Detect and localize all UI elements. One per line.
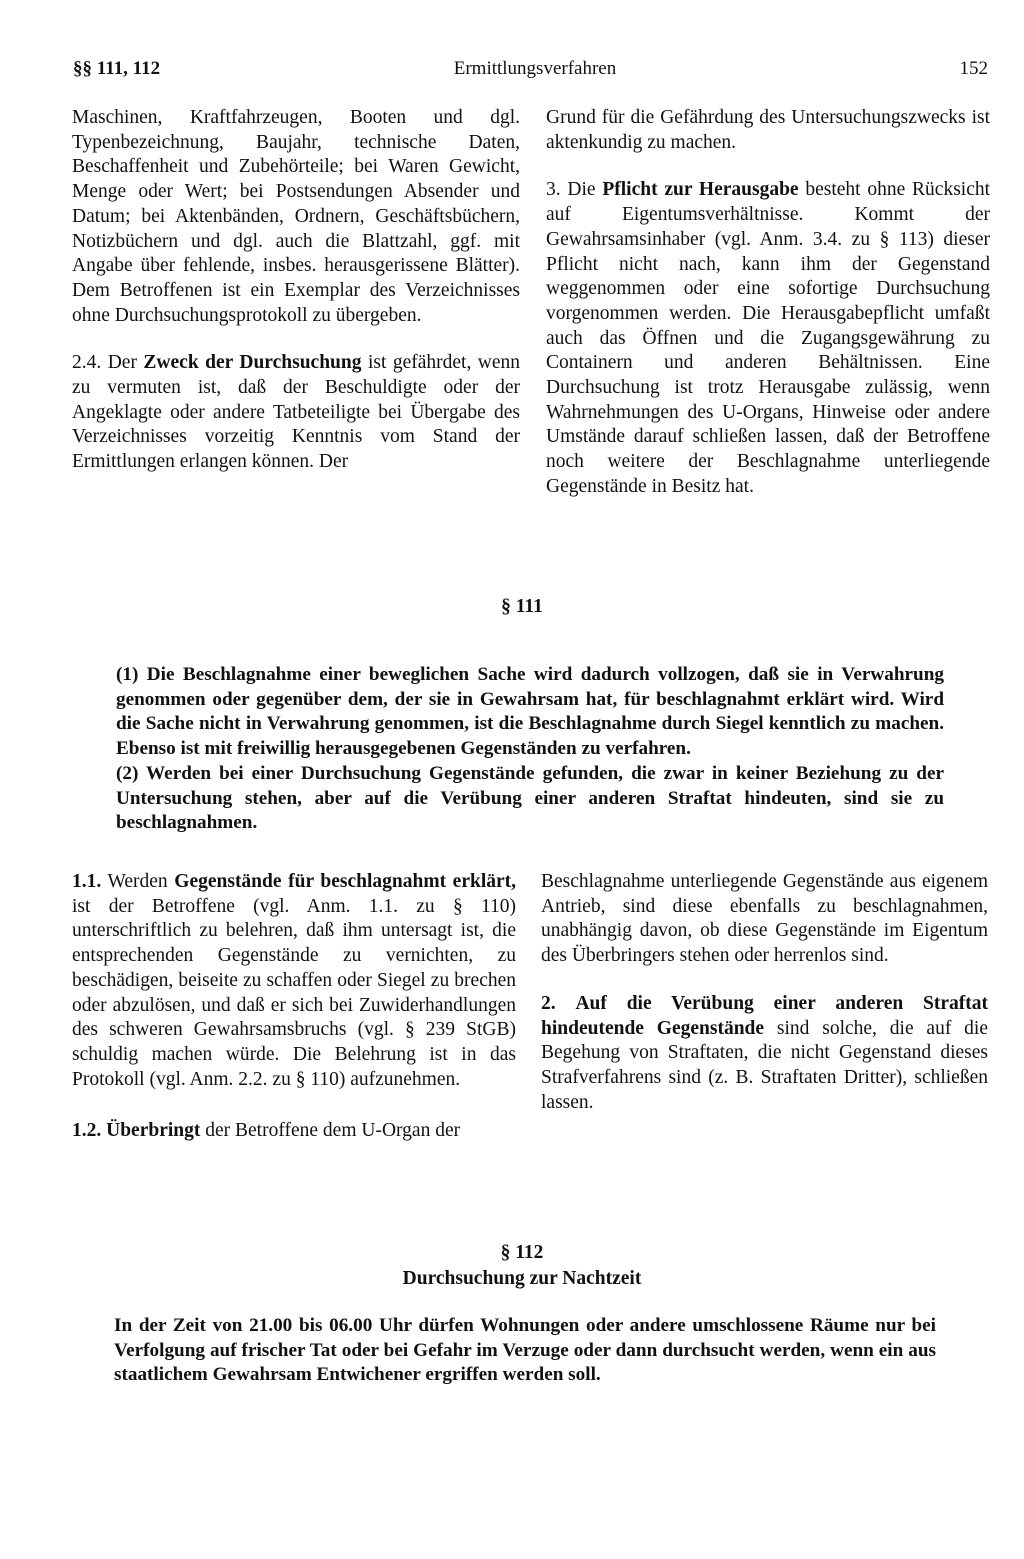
- section-112-heading: § 112: [500, 1242, 544, 1263]
- bold-term: Gegenstände für beschlagnahmt erklärt,: [174, 871, 517, 892]
- paragraph-inventory-continued: Maschinen, Kraftfahrzeugen, Booten und dgl. Typenbezeichnung, Baujahr, technische Daten, Beschaffenheit und Zubehörteile; bei Waren Gewicht, Menge oder Wert; bei Postsendungen Absender und Datum; bei Aktenbänden, Ordnern, Geschäftsbüchern, Notizbüchern und dgl. auch die Blattzahl, ggf. mit Angabe über fehlende, insbes. herausgerissene Blätter). Dem Betroffenen ist ein Exemplar des Verzeichnisses ohne Durchsuchungsprotokoll zu übergeben.: [72, 107, 520, 326]
- right-column-top: [546, 106, 990, 500]
- paragraph-text: der Betroffene dem U-Organ der: [205, 1120, 461, 1142]
- law-paragraph: In der Zeit von 21.00 bis 06.00 Uhr dürfen Wohnungen oder andere umschlossene Räume nur bei Verfolgung auf frischer Tat oder bei Gefahr im Verzuge oder dann durchsucht werden, wenn ein aus staatlichem Gewahrsam Entwichener ergriffen werden soll.: [114, 1315, 936, 1386]
- left-column-bottom: [72, 870, 516, 1144]
- paragraph-text: ist gefährdet, wenn zu vermuten ist, daß der Beschuldigte oder der Angeklagte oder andere Tatbeteiligte bei Übergabe des Verzeichnisses vorzeitig Kenntnis vom Stand der Ermittlungen erlangen können. Der: [72, 352, 521, 473]
- law-paragraph-1: (1) Die Beschlagnahme einer beweglichen Sache wird dadurch vollzogen, daß sie in Verwahrung genommen oder gegenüber dem, der sie in Gewahrsam hat, für beschlagnahmt erklärt wird. Wird die Sache nicht in Verwahrung genommen, ist die Beschlagnahme durch Siegel kenntlich zu machen. Ebenso ist mit freiwillig herausgegebenen Gegenständen zu verfahren.: [116, 664, 944, 760]
- section-111-heading: § 111: [501, 596, 543, 617]
- paragraph-3: [546, 178, 990, 499]
- law-paragraph-2: (2) Werden bei einer Durchsuchung Gegenstände gefunden, die zwar in keiner Beziehung zu der Untersuchung stehen, aber auf die Verübung einer anderen Straftat hindeuten, sind sie zu beschlagnahmen.: [116, 762, 944, 834]
- paragraph-2-4: [72, 351, 520, 475]
- paragraph-text: sind solche, die auf die Begehung von Straftaten, die nicht Gegenstand dieses Strafverfahrens sind (z. B. Straftaten Dritter), schließen lassen.: [541, 1017, 988, 1113]
- page-number: 152: [959, 58, 988, 79]
- paragraph-continued: Beschlagnahme unterliegende Gegenstände aus eigenem Antrieb, sind diese ebenfalls zu beschlagnahmen, unabhängig davon, ob diese Gegenstände im Eigentum des Überbringers stehen oder herrenlos sind.: [541, 871, 988, 967]
- paragraph-number: 2.: [541, 992, 556, 1014]
- paragraph-text: Der: [107, 352, 137, 374]
- paragraph-text: Die: [567, 179, 596, 201]
- bold-term: Auf die Verübung einer anderen Straftat hindeutende Gegenstände: [541, 992, 989, 1039]
- paragraph-1-2: [72, 1119, 516, 1144]
- bold-term: Pflicht zur Herausgabe: [602, 179, 799, 201]
- header-section-ref: §§ 111, 112: [73, 58, 161, 79]
- paragraph-text: besteht ohne Rücksicht auf Eigentumsverhältnisse. Kommt der Gewahrsamsinhaber (vgl. Anm. 3.4. zu § 113) dieser Pflicht nicht nach, kann ihm der Gegenstand weggenommen oder eine sofortige Durchsuchung vorgenommen werden. Die Herausgabepflicht umfaßt auch das Öffnen und die Zugangsgewährung zu Containern und anderen Behältnissen. Eine Durchsuchung ist trotz Herausgabe zulässig, wenn Wahrnehmungen des U-Organs, Hinweise oder andere Umstände darauf schließen lassen, daß der Betroffene noch weitere der Beschlagnahme unterliegende Gegenstände in Besitz hat.: [546, 179, 991, 497]
- paragraph-number: 2.4.: [72, 352, 102, 374]
- paragraph-text: Werden: [107, 871, 168, 892]
- bold-term: Zweck der Durchsuchung: [143, 352, 362, 374]
- section-112-law-text: [114, 1314, 936, 1388]
- paragraph-number: 1.2.: [72, 1120, 102, 1142]
- paragraph-1-1: [72, 870, 516, 1092]
- paragraph-text: ist der Betroffene (vgl. Anm. 1.1. zu § 110) unterschriftlich zu belehren, daß ihm untersagt ist, die entsprechenden Gegenstände zu vernichten, zu beschädigen, beiseite zu schaffen oder Siegel zu brechen oder abzulösen, und daß er sich bei Zuwiderhandlungen des schweren Gewahrsamsbruchs (vgl. § 239 StGB) schuldig machen würde. Die Belehrung ist in das Protokoll (vgl. Anm. 2.2. zu § 110) aufzunehmen.: [72, 895, 516, 1090]
- left-column-top: [72, 106, 520, 475]
- section-112-title: Durchsuchung zur Nachtzeit: [402, 1268, 642, 1289]
- section-111-law-text: [116, 663, 944, 836]
- right-column-bottom: [541, 870, 988, 1115]
- header-chapter-title: Ermittlungsverfahren: [453, 58, 617, 79]
- bold-term: Überbringt: [106, 1120, 201, 1142]
- paragraph-continued: Grund für die Gefährdung des Untersuchungszwecks ist aktenkundig zu machen.: [546, 107, 990, 153]
- paragraph-number: 3.: [546, 179, 561, 201]
- paragraph-2: [541, 992, 988, 1116]
- paragraph-number: 1.1.: [72, 871, 102, 892]
